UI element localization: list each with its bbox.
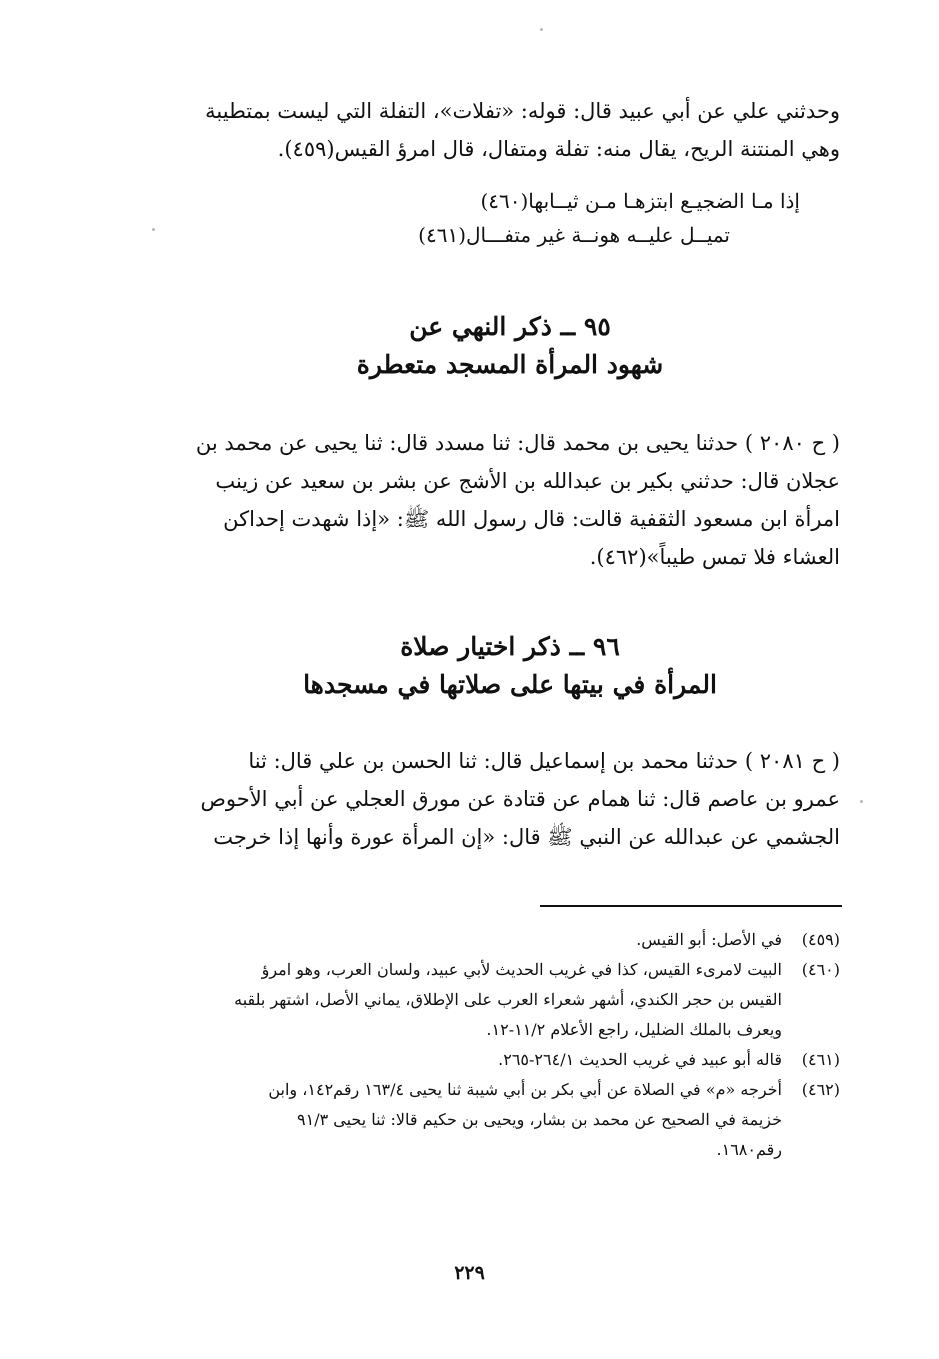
heading-line: ٩٦ ــ ذكر اختيار صلاة xyxy=(400,632,620,661)
footnote-text xyxy=(170,955,782,1045)
body-line: العشاء فلا تمس طيباً»(٤٦٢). xyxy=(589,545,840,569)
footnote-text xyxy=(170,925,782,955)
footnote-line: القيس بن حجر الكندي، أشهر شعراء العرب على الإطلاق، يماني الأصل، اشتهر بلقبه xyxy=(234,990,782,1009)
footnote-line: في الأصل: أبو القيس. xyxy=(636,930,782,949)
footnote-text xyxy=(170,1075,782,1165)
scan-speck xyxy=(860,800,863,803)
heading-line: المرأة في بيتها على صلاتها في مسجدها xyxy=(303,670,717,699)
body-line: ( ح ٢٠٨١ ) حدثنا محمد بن إسماعيل قال: ثنا الحسن بن علي قال: ثنا xyxy=(248,749,840,773)
footnote-line: ويعرف بالملك الضليل، راجع الأعلام ١١/٢-١٢. xyxy=(486,1020,782,1039)
poetry-verse xyxy=(210,184,800,252)
footnote-number: (٤٦١) xyxy=(801,1050,840,1069)
scan-speck xyxy=(540,28,543,31)
body-line: عجلان قال: حدثني بكير بن عبدالله بن الأشج عن بشر بن سعيد عن زينب xyxy=(215,469,840,493)
section-95-heading xyxy=(200,308,820,384)
intro-line: وحدثني علي عن أبي عبيد قال: قوله: «تفلات»، التفلة التي ليست بمتطيبة xyxy=(205,99,840,123)
body-line: الجشمي عن عبدالله عن النبي ﷺ قال: «إن المرأة عورة وأنها إذا خرجت xyxy=(213,825,840,849)
intro-paragraph xyxy=(170,92,840,168)
footnote-459 xyxy=(170,925,840,955)
body-line: ( ح ٢٠٨٠ ) حدثنا يحيى بن محمد قال: ثنا مسدد قال: ثنا يحيى عن محمد بن xyxy=(195,431,840,455)
footnotes xyxy=(170,925,840,1165)
footnote-number: (٤٦٠) xyxy=(801,960,840,979)
footnote-line: قاله أبو عبيد في غريب الحديث ٢٦٤/١-٢٦٥. xyxy=(498,1050,782,1069)
section-95-body xyxy=(170,424,840,576)
footnote-separator xyxy=(540,905,842,907)
section-96-heading xyxy=(200,628,820,704)
verse-first-hemistich: إذا مـا الضجيـع ابتزهـا مـن ثيــابها(٤٦٠) xyxy=(480,189,800,213)
footnote-462 xyxy=(170,1075,840,1165)
scan-speck xyxy=(152,228,155,231)
footnote-461 xyxy=(170,1045,840,1075)
body-line: عمرو بن عاصم قال: ثنا همام عن قتادة عن مورق العجلي عن أبي الأحوص xyxy=(200,787,840,811)
heading-line: ٩٥ ــ ذكر النهي عن xyxy=(409,312,611,341)
footnote-460 xyxy=(170,955,840,1045)
footnote-line: رقم١٦٨٠. xyxy=(716,1140,782,1159)
heading-line: شهود المرأة المسجد متعطرة xyxy=(356,350,664,379)
footnote-number: (٤٦٢) xyxy=(801,1080,840,1099)
footnote-line: خزيمة في الصحيح عن محمد بن بشار، ويحيى بن حكيم قالا: ثنا يحيى ٩١/٣ xyxy=(297,1110,782,1129)
footnote-line: البيت لامرىء القيس، كذا في غريب الحديث لأبي عبيد، ولسان العرب، وهو امرؤ xyxy=(261,960,782,979)
verse-second-hemistich: تميــل عليــه هونــة غير متفـــال(٤٦١) xyxy=(418,223,730,247)
section-96-body xyxy=(170,742,840,856)
footnote-text xyxy=(170,1045,782,1075)
intro-line: وهي المنتنة الريح، يقال منه: تفلة ومتفال، قال امرؤ القيس(٤٥٩). xyxy=(277,137,840,161)
footnote-number: (٤٥٩) xyxy=(801,930,840,949)
page-number: ٢٢٩ xyxy=(454,1262,485,1284)
body-line: امرأة ابن مسعود الثقفية قالت: قال رسول الله ﷺ: «إذا شهدت إحداكن xyxy=(223,507,840,531)
footnote-line: أخرجه «م» في الصلاة عن أبي بكر بن أبي شيبة ثنا يحيى ١٦٣/٤ رقم١٤٢، وابن xyxy=(268,1080,782,1099)
